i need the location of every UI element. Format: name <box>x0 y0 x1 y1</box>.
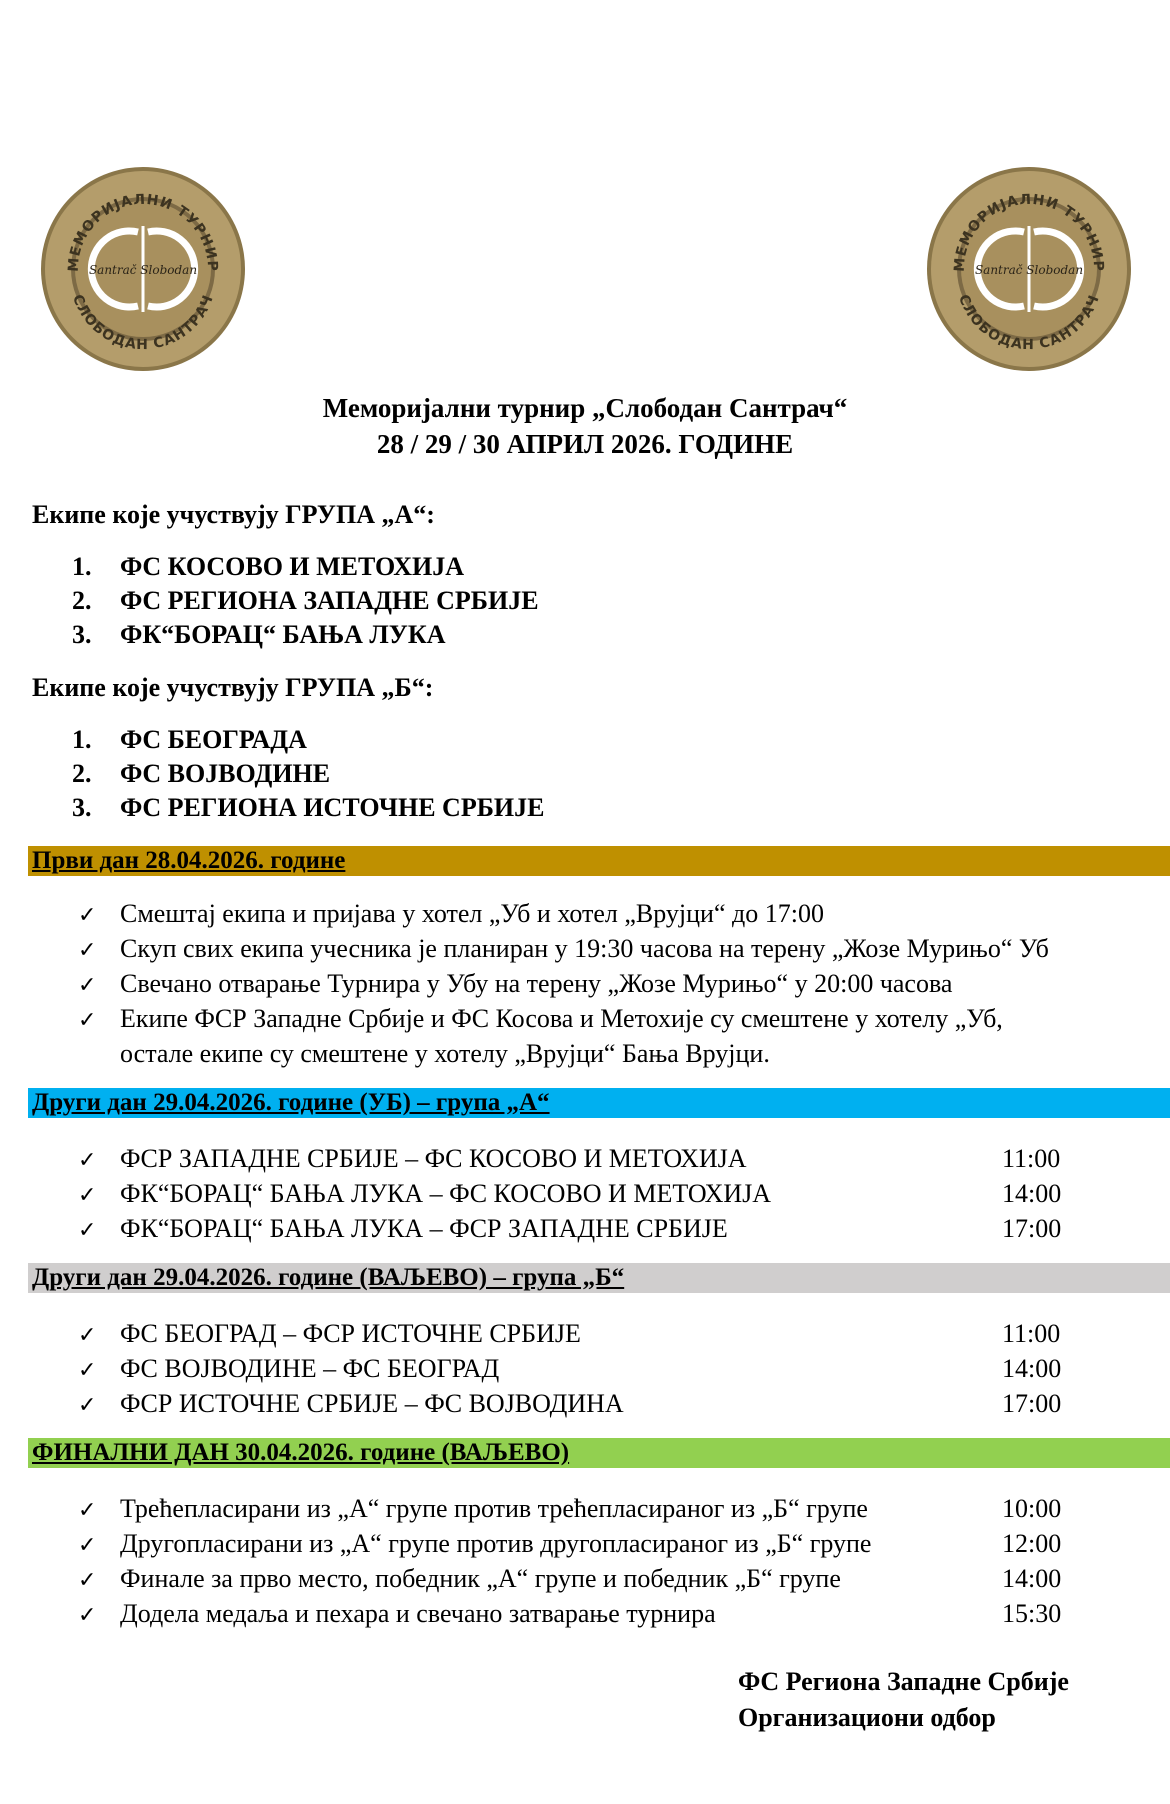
day2a-label: Други дан 29.04.2026. године (УБ) – група „А“ <box>32 1089 550 1116</box>
day3-label: ФИНАЛНИ ДАН 30.04.2026. године (ВАЉЕВО) <box>32 1439 570 1466</box>
day2a-header-bar <box>28 1088 1170 1118</box>
logo-signature: Santrač Slobodan <box>974 263 1084 277</box>
check-icon: ✓ <box>78 1182 97 1207</box>
list-item: ✓ ФСР ИСТОЧНЕ СРБИЈЕ – ФС ВОЈВОДИНА 17:00 <box>78 1387 1170 1422</box>
check-icon: ✓ <box>78 1532 97 1557</box>
list-item: ✓ Скуп свих екипа учесника је планиран у 19:30 часова на терену „Жозе Мурињо“ Уб <box>78 932 1170 967</box>
check-icon: ✓ <box>78 1357 97 1382</box>
day1-header-bar <box>28 846 1170 876</box>
list-item: 1. ФС БЕОГРАДА <box>72 725 307 754</box>
day1-schedule <box>78 897 1170 1071</box>
logo-bottom-text: СЛОБОДАН САНТРАЧ <box>955 292 1103 354</box>
group-a-heading: Екипе које учуствују ГРУПА „А“: <box>32 500 435 529</box>
check-icon: ✓ <box>78 937 97 962</box>
day1-label: Први дан 28.04.2026. године <box>32 847 346 874</box>
list-item: ✓ ФК“БОРАЦ“ БАЊА ЛУКА – ФСР ЗАПАДНЕ СРБИЈЕ 17:00 <box>78 1212 1170 1247</box>
day2b-label: Други дан 29.04.2026. године (ВАЉЕВО) – група „Б“ <box>32 1264 625 1291</box>
list-item: ✓ Финале за прво место, победник „А“ групе и победник „Б“ групе 14:00 <box>78 1562 1170 1597</box>
organizer-signature <box>738 1664 1069 1736</box>
day3-schedule <box>78 1492 1170 1632</box>
tournament-logo-icon <box>924 164 1134 374</box>
logo-bottom-text: СЛОБОДАН САНТРАЧ <box>69 292 217 354</box>
check-icon: ✓ <box>78 1217 97 1242</box>
logo-signature: Santrač Slobodan <box>88 263 198 277</box>
check-icon: ✓ <box>78 1007 97 1032</box>
group-a-team-list <box>72 550 539 652</box>
tournament-dates: 28 / 29 / 30 АПРИЛ 2026. ГОДИНЕ <box>376 429 794 459</box>
check-icon: ✓ <box>78 972 97 997</box>
organizer-name: ФС Региона Западне Србије <box>738 1667 1069 1696</box>
tournament-logo-left <box>38 164 248 374</box>
day2b-schedule <box>78 1317 1170 1422</box>
list-item: 2. ФС ВОЈВОДИНЕ <box>72 759 331 788</box>
organizer-committee: Организациони одбор <box>738 1703 996 1732</box>
check-icon: ✓ <box>78 1602 97 1627</box>
logo-top-text: МЕМОРИЈАЛНИ ТУРНИР <box>65 191 221 273</box>
list-item: ✓ Другопласирани из „А“ групе против другопласираног из „Б“ групе 12:00 <box>78 1527 1170 1562</box>
day3-header-bar <box>28 1438 1170 1468</box>
list-item: ✓ ФС ВОЈВОДИНЕ – ФС БЕОГРАД 14:00 <box>78 1352 1170 1387</box>
list-item: ✓ Смештај екипа и пријава у хотел „Уб и хотел „Врујци“ до 17:00 <box>78 897 1170 932</box>
check-icon: ✓ <box>78 902 97 927</box>
check-icon: ✓ <box>78 1392 97 1417</box>
list-item: 1. ФС КОСОВО И МЕТОХИЈА <box>72 552 464 581</box>
day2a-schedule <box>78 1142 1170 1247</box>
list-item: 3. ФС РЕГИОНА ИСТОЧНЕ СРБИЈЕ <box>72 793 545 822</box>
check-icon: ✓ <box>78 1322 97 1347</box>
list-item: ✓ Трећепласирани из „А“ групе против трећепласираног из „Б“ групе 10:00 <box>78 1492 1170 1527</box>
tournament-logo-icon <box>38 164 248 374</box>
list-item: 3. ФК“БОРАЦ“ БАЊА ЛУКА <box>72 620 446 649</box>
tournament-title: Меморијални турнир „Слободан Сантрач“ <box>322 393 848 423</box>
check-icon: ✓ <box>78 1147 97 1172</box>
list-item: ✓ ФК“БОРАЦ“ БАЊА ЛУКА – ФС КОСОВО И МЕТОХИЈА 14:00 <box>78 1177 1170 1212</box>
check-icon: ✓ <box>78 1497 97 1522</box>
list-item: остале екипе су смештене у хотелу „Врујци“ Бања Врујци. <box>120 1039 770 1068</box>
list-item: ✓ ФС БЕОГРАД – ФСР ИСТОЧНЕ СРБИЈЕ 11:00 <box>78 1317 1170 1352</box>
day2b-header-bar <box>28 1263 1170 1293</box>
logo-top-text: МЕМОРИЈАЛНИ ТУРНИР <box>951 191 1107 273</box>
list-item: ✓ Додела медаља и пехара и свечано затварање турнира 15:30 <box>78 1597 1170 1632</box>
list-item: ✓ ФСР ЗАПАДНЕ СРБИЈЕ – ФС КОСОВО И МЕТОХИЈА 11:00 <box>78 1142 1170 1177</box>
check-icon: ✓ <box>78 1567 97 1592</box>
group-b-heading: Екипе које учуствују ГРУПА „Б“: <box>32 673 434 702</box>
group-b-team-list <box>72 723 544 825</box>
list-item: ✓ Свечано отварање Турнира у Убу на терену „Жозе Мурињо“ у 20:00 часова <box>78 967 1170 1002</box>
document-title <box>0 390 1170 462</box>
list-item: 2. ФС РЕГИОНА ЗАПАДНЕ СРБИЈЕ <box>72 586 539 615</box>
tournament-logo-right <box>924 164 1134 374</box>
list-item: ✓ Екипе ФСР Западне Србије и ФС Косова и Метохије су смештене у хотелу „Уб, <box>78 1002 1170 1037</box>
